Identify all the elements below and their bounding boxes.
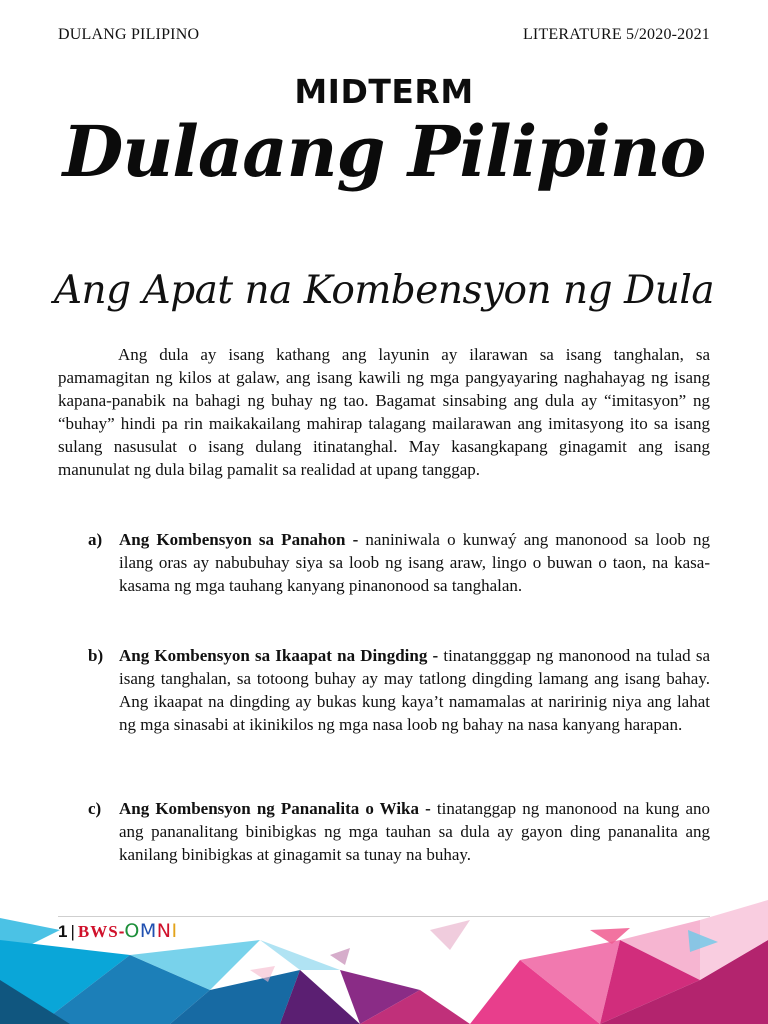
intro-paragraph: Ang dula ay isang kathang ang layunin ay ilarawan sa isang tanghalan, sa pamamagitan ng kilos at galaw, ang isang kawili ng mga pangyayaring naghahayag ng isang kapana-panabik na bahagi ng buhay ng tao. Bagamat sinsabing ang dula ay “imitasyon” ng “buhay” hindi pa rin maikakailang mahirap talagang mailarawan ang imitasyong ito sa isang sulang nasusulat o isang dulang itinatanghal. May kasangkapang ginagamit ang isang manunulat ng dula bilag pamalit sa realidad at upang tanggap. <box>58 345 710 479</box>
page-footer <box>58 920 178 942</box>
list-marker: a) <box>88 530 103 549</box>
list-item-text <box>119 528 710 597</box>
omni-letter: I <box>171 920 178 942</box>
item-description: tinatanggap ng manonood na kung ano ang pananalitang binibigkas ng mga tauhan sa dula ay gayon ding pananalita ang kanilang binibigkas at ginagamit sa tunay na buhay. <box>119 799 710 864</box>
section-title: Ang Apat na Kombensyon ng Dula <box>53 268 715 313</box>
footer-decoration <box>0 900 768 1024</box>
brand-omni-logo <box>124 920 177 942</box>
list-marker: b) <box>88 646 104 665</box>
item-description: naniniwala o kunwaý ang manonood sa loob ng ilang oras ay nabubuhay siya sa loob ng isang araw, lingo o buwan o taon, na kasa-kasama ng mga tauhang kanyang pinanonood sa tanghalan. <box>119 530 710 595</box>
item-label: Ang Kombensyon ng Pananalita o Wika - <box>119 799 431 818</box>
running-header-right: LITERATURE 5/2020-2021 <box>522 26 710 43</box>
midterm-heading: MIDTERM <box>294 72 474 111</box>
footer-separator: | <box>70 922 75 941</box>
page-number: 1 <box>58 922 68 941</box>
list-item <box>58 644 710 736</box>
list-item <box>58 797 710 866</box>
brand-bws: BWS <box>77 922 119 941</box>
list-item <box>58 528 710 597</box>
omni-letter: O <box>124 920 140 942</box>
item-description: tinatangggap ng manonood na tulad sa isang tanghalan, sa totoong buhay ay may tatlong dingding lamang ang isang bahay. Ang ikaapat na dingding ay bukas kung kaya’t namamalas at naririnig niya ang lahat ng mga sinasabi at ikinikilos ng mga nasa loob ng bahay na nasa kanyang harapan. <box>119 646 710 734</box>
list-item-text <box>119 644 710 736</box>
list-marker: c) <box>88 799 102 818</box>
brand-dash: - <box>118 922 125 941</box>
document-title: Dulaang Pilipino <box>62 110 706 193</box>
omni-letter: N <box>156 920 172 942</box>
running-header-left: DULANG PILIPINO <box>58 26 200 43</box>
item-label: Ang Kombensyon sa Ikaapat na Dingding - <box>119 646 439 665</box>
list-item-text <box>119 797 710 866</box>
omni-letter: M <box>139 920 157 942</box>
item-label: Ang Kombensyon sa Panahon - <box>119 530 359 549</box>
